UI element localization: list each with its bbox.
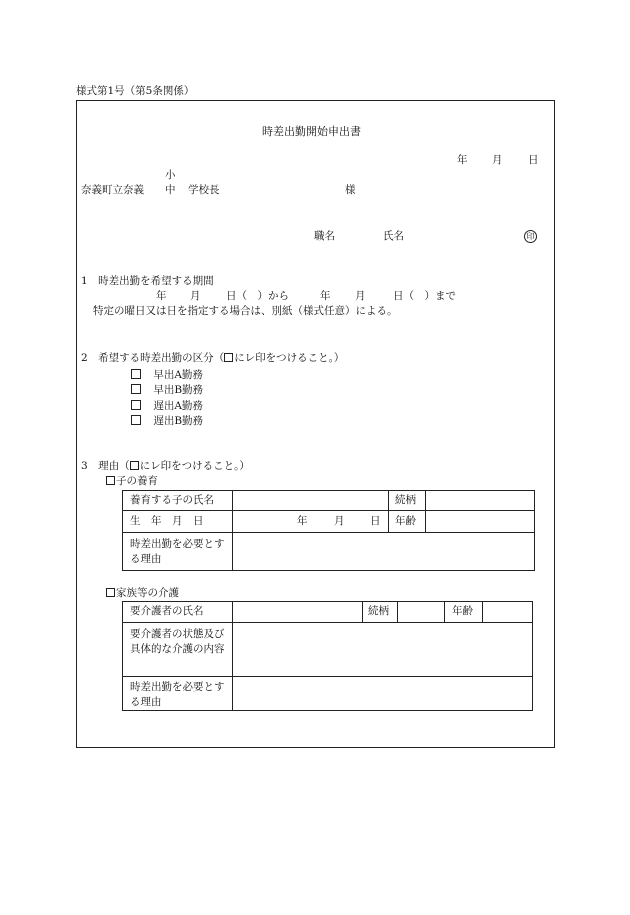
school-type-middle: 中 bbox=[165, 184, 176, 196]
birth-month: 月 bbox=[334, 515, 345, 527]
nursing-option: 家族等の介護 bbox=[106, 588, 179, 599]
checkbox-early-a[interactable] bbox=[131, 369, 141, 379]
nursing-row-divider-2 bbox=[122, 676, 533, 677]
child-relation-label: 続柄 bbox=[395, 494, 416, 506]
name-label: 氏名 bbox=[383, 230, 404, 242]
period-end-day: 日（ ）まで bbox=[393, 290, 456, 302]
checkbox-childcare[interactable] bbox=[106, 476, 115, 485]
patient-age-label: 年齢 bbox=[452, 605, 473, 617]
childcare-option: 子の養育 bbox=[106, 476, 158, 487]
nursing-col-divider-5 bbox=[482, 601, 483, 622]
section3-heading: 3 理由（ にレ印をつけること。） bbox=[81, 460, 250, 472]
school-type-elementary: 小 bbox=[165, 169, 176, 181]
date-year: 年 bbox=[457, 154, 468, 166]
childcare-reason-label: 時差出勤を必要とする理由 bbox=[130, 538, 225, 565]
patient-relation-label: 続柄 bbox=[368, 605, 389, 617]
nursing-col-divider-3 bbox=[397, 601, 398, 622]
period-start-year: 年 bbox=[156, 290, 167, 302]
childcare-row-divider-2 bbox=[122, 532, 535, 533]
childcare-col-divider-2 bbox=[388, 490, 389, 532]
date-day: 日 bbox=[528, 154, 539, 166]
nursing-col-divider-4 bbox=[444, 601, 445, 622]
patient-condition-label: 要介護者の状態及び具体的な介護の内容 bbox=[130, 628, 225, 655]
child-name-label: 養育する子の氏名 bbox=[130, 494, 214, 506]
nursing-col-divider bbox=[232, 601, 233, 711]
period-start-day: 日（ ）から bbox=[226, 290, 289, 302]
nursing-col-divider-2 bbox=[362, 601, 363, 622]
childcare-col-divider bbox=[232, 490, 233, 571]
period-end-month: 月 bbox=[355, 290, 366, 302]
childcare-col-divider-3 bbox=[425, 490, 426, 532]
addressee-prefix: 奈義町立奈義 bbox=[81, 184, 144, 196]
birth-day: 日 bbox=[370, 515, 381, 527]
addressee-honorific: 様 bbox=[345, 184, 356, 196]
checkbox-late-b[interactable] bbox=[131, 415, 141, 425]
option-early-a: 早出A勤務 bbox=[131, 369, 203, 381]
section1-note: 特定の曜日又は日を指定する場合は、別紙（様式任意）による。 bbox=[93, 305, 398, 317]
patient-name-label: 要介護者の氏名 bbox=[130, 605, 204, 617]
addressee-role: 学校長 bbox=[188, 184, 220, 196]
childcare-row-divider-1 bbox=[122, 510, 535, 511]
checkbox-early-b[interactable] bbox=[131, 384, 141, 394]
position-label: 職名 bbox=[314, 230, 335, 242]
child-age-label: 年齢 bbox=[395, 515, 416, 527]
checkbox-sample-icon bbox=[130, 461, 139, 470]
period-end-year: 年 bbox=[320, 290, 331, 302]
section2-heading: 2 希望する時差出勤の区分（ にレ印をつけること。） bbox=[81, 352, 345, 364]
checkbox-nursing[interactable] bbox=[106, 588, 115, 597]
nursing-reason-label: 時差出勤を必要とする理由 bbox=[130, 681, 225, 708]
date-month: 月 bbox=[492, 154, 503, 166]
option-late-b: 遅出B勤務 bbox=[131, 415, 203, 427]
option-late-a: 遅出A勤務 bbox=[131, 400, 203, 412]
form-title: 時差出勤開始申出書 bbox=[262, 125, 361, 138]
checkbox-late-a[interactable] bbox=[131, 400, 141, 410]
section1-heading: 1 時差出勤を希望する期間 bbox=[81, 275, 214, 287]
birth-date-label: 生 年 月 日 bbox=[130, 515, 204, 527]
nursing-row-divider-1 bbox=[122, 622, 533, 623]
birth-year: 年 bbox=[297, 515, 308, 527]
form-number: 様式第1号（第5条関係） bbox=[76, 85, 195, 97]
option-early-b: 早出B勤務 bbox=[131, 384, 203, 396]
checkbox-sample-icon bbox=[224, 353, 233, 362]
period-start-month: 月 bbox=[190, 290, 201, 302]
seal-mark: 印 bbox=[524, 230, 537, 243]
